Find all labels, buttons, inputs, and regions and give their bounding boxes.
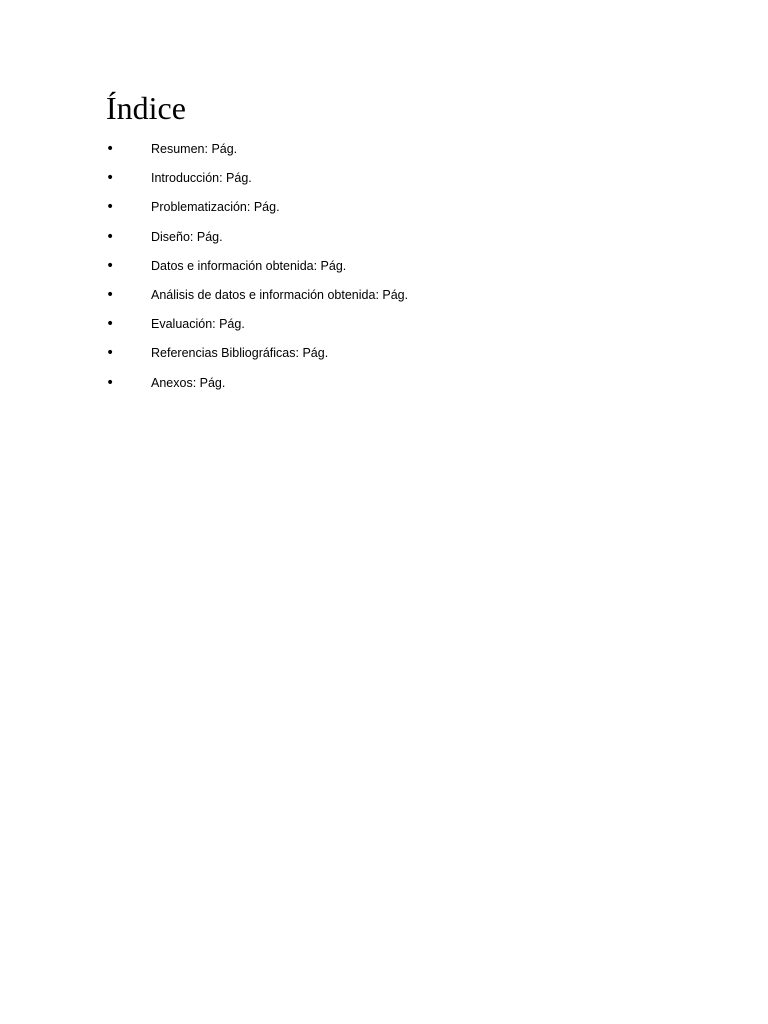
bullet-icon: •: [106, 316, 115, 333]
toc-entry-label: Referencias Bibliográficas: Pág.: [151, 346, 329, 361]
toc-entry-label: Datos e información obtenida: Pág.: [151, 258, 347, 273]
toc-entry-label: Anexos: Pág.: [151, 375, 226, 390]
toc-entry-label: Análisis de datos e información obtenida: Pág.: [151, 287, 409, 302]
bullet-icon: •: [106, 199, 115, 216]
toc-entry-label: Introducción: Pág.: [151, 171, 252, 186]
toc-entry-label: Resumen: Pág.: [151, 142, 238, 156]
bullet-icon: •: [106, 170, 115, 187]
bullet-icon: •: [106, 286, 115, 303]
toc-entry-label: Evaluación: Pág.: [151, 317, 245, 332]
toc-entry-label: Diseño: Pág.: [151, 229, 223, 244]
bullet-icon: •: [106, 141, 115, 157]
bullet-icon: •: [106, 257, 115, 274]
bullet-icon: •: [106, 374, 115, 391]
page-title: Índice: [106, 90, 186, 126]
toc-entry-label: Problematización: Pág.: [151, 200, 280, 215]
bullet-icon: •: [106, 345, 115, 362]
bullet-icon: •: [106, 228, 115, 245]
